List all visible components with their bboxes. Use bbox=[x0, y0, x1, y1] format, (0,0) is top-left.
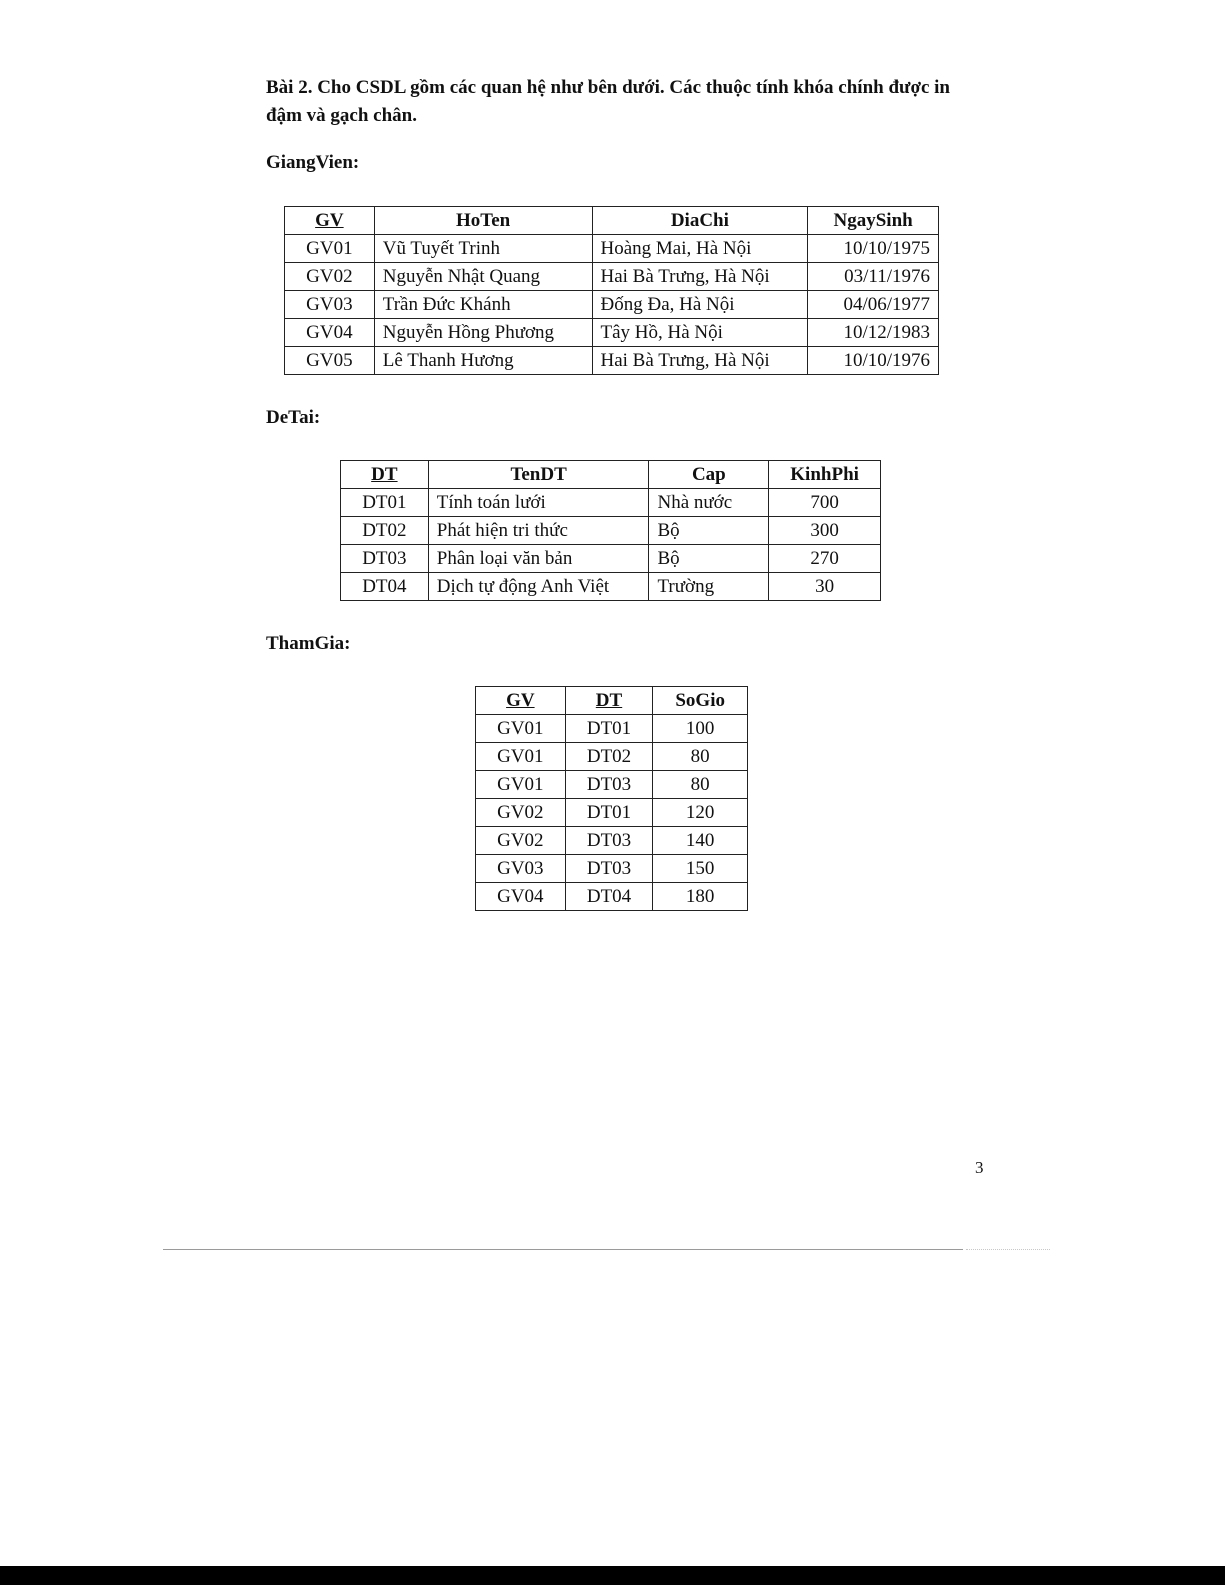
cell-hoten: Lê Thanh Hương bbox=[374, 347, 592, 375]
table-row bbox=[476, 771, 748, 799]
column-header-tendt: TenDT bbox=[428, 461, 649, 489]
cell-tendt: Dịch tự động Anh Việt bbox=[428, 573, 649, 601]
column-header-dt: DT bbox=[565, 687, 653, 715]
table-row bbox=[476, 715, 748, 743]
page-divider bbox=[163, 1249, 963, 1250]
cell-kinhphi: 700 bbox=[769, 489, 881, 517]
cell-ngaysinh: 04/06/1977 bbox=[808, 291, 939, 319]
table-row bbox=[341, 545, 881, 573]
cell-sogio: 150 bbox=[653, 855, 748, 883]
table-header-row bbox=[341, 461, 881, 489]
cell-sogio: 80 bbox=[653, 743, 748, 771]
column-header-cap: Cap bbox=[649, 461, 769, 489]
cell-sogio: 80 bbox=[653, 771, 748, 799]
column-header-sogio: SoGio bbox=[653, 687, 748, 715]
cell-gv: GV01 bbox=[285, 235, 375, 263]
cell-dt: DT03 bbox=[341, 545, 429, 573]
table-row bbox=[341, 489, 881, 517]
cell-sogio: 100 bbox=[653, 715, 748, 743]
table-row bbox=[476, 799, 748, 827]
cell-dt: DT01 bbox=[565, 715, 653, 743]
cell-diachi: Hai Bà Trưng, Hà Nội bbox=[592, 263, 808, 291]
cell-gv: GV04 bbox=[285, 319, 375, 347]
cell-cap: Trường bbox=[649, 573, 769, 601]
cell-dt: DT04 bbox=[341, 573, 429, 601]
column-header-dt: DT bbox=[341, 461, 429, 489]
cell-kinhphi: 270 bbox=[769, 545, 881, 573]
giangvien-title: GiangVien: bbox=[266, 152, 360, 173]
column-header-diachi: DiaChi bbox=[592, 207, 808, 235]
giangvien-table bbox=[284, 206, 939, 375]
cell-cap: Bộ bbox=[649, 517, 769, 545]
table-row bbox=[476, 743, 748, 771]
cell-gv: GV03 bbox=[285, 291, 375, 319]
table-row bbox=[341, 573, 881, 601]
table-row bbox=[341, 517, 881, 545]
cell-dt: DT02 bbox=[565, 743, 653, 771]
cell-cap: Nhà nước bbox=[649, 489, 769, 517]
cell-gv: GV05 bbox=[285, 347, 375, 375]
table-row bbox=[285, 347, 939, 375]
cell-ngaysinh: 10/12/1983 bbox=[808, 319, 939, 347]
cell-dt: DT02 bbox=[341, 517, 429, 545]
table-row bbox=[285, 263, 939, 291]
column-header-hoten: HoTen bbox=[374, 207, 592, 235]
cell-diachi: Đống Đa, Hà Nội bbox=[592, 291, 808, 319]
table-row bbox=[476, 883, 748, 911]
table-row bbox=[476, 855, 748, 883]
table-header-row bbox=[285, 207, 939, 235]
cell-ngaysinh: 03/11/1976 bbox=[808, 263, 939, 291]
column-header-kinhphi: KinhPhi bbox=[769, 461, 881, 489]
cell-sogio: 180 bbox=[653, 883, 748, 911]
cell-dt: DT01 bbox=[341, 489, 429, 517]
cell-tendt: Phân loại văn bản bbox=[428, 545, 649, 573]
bottom-bar bbox=[0, 1566, 1225, 1585]
cell-gv: GV02 bbox=[476, 799, 566, 827]
cell-kinhphi: 300 bbox=[769, 517, 881, 545]
cell-sogio: 140 bbox=[653, 827, 748, 855]
table-header-row bbox=[476, 687, 748, 715]
table-row bbox=[285, 235, 939, 263]
cell-sogio: 120 bbox=[653, 799, 748, 827]
table-row bbox=[285, 291, 939, 319]
cell-dt: DT03 bbox=[565, 855, 653, 883]
detai-table bbox=[340, 460, 881, 601]
exercise-intro: Bài 2. Cho CSDL gồm các quan hệ như bên dưới. Các thuộc tính khóa chính được in đậm và gạch chân. bbox=[266, 77, 950, 126]
cell-gv: GV02 bbox=[476, 827, 566, 855]
cell-kinhphi: 30 bbox=[769, 573, 881, 601]
cell-hoten: Nguyễn Nhật Quang bbox=[374, 263, 592, 291]
cell-hoten: Nguyễn Hồng Phương bbox=[374, 319, 592, 347]
cell-dt: DT03 bbox=[565, 827, 653, 855]
cell-ngaysinh: 10/10/1976 bbox=[808, 347, 939, 375]
cell-gv: GV04 bbox=[476, 883, 566, 911]
cell-tendt: Tính toán lưới bbox=[428, 489, 649, 517]
cell-diachi: Hai Bà Trưng, Hà Nội bbox=[592, 347, 808, 375]
cell-dt: DT04 bbox=[565, 883, 653, 911]
detai-title: DeTai: bbox=[266, 407, 321, 428]
cell-hoten: Trần Đức Khánh bbox=[374, 291, 592, 319]
cell-tendt: Phát hiện tri thức bbox=[428, 517, 649, 545]
cell-gv: GV03 bbox=[476, 855, 566, 883]
column-header-gv: GV bbox=[476, 687, 566, 715]
thamgia-title: ThamGia: bbox=[266, 633, 351, 654]
cell-dt: DT01 bbox=[565, 799, 653, 827]
cell-gv: GV02 bbox=[285, 263, 375, 291]
page-divider-tail bbox=[966, 1249, 1050, 1250]
cell-cap: Bộ bbox=[649, 545, 769, 573]
table-row bbox=[285, 319, 939, 347]
cell-hoten: Vũ Tuyết Trinh bbox=[374, 235, 592, 263]
cell-gv: GV01 bbox=[476, 771, 566, 799]
cell-gv: GV01 bbox=[476, 743, 566, 771]
cell-ngaysinh: 10/10/1975 bbox=[808, 235, 939, 263]
page-number: 3 bbox=[975, 1158, 984, 1177]
cell-diachi: Tây Hồ, Hà Nội bbox=[592, 319, 808, 347]
table-row bbox=[476, 827, 748, 855]
cell-gv: GV01 bbox=[476, 715, 566, 743]
column-header-gv: GV bbox=[285, 207, 375, 235]
column-header-ngaysinh: NgaySinh bbox=[808, 207, 939, 235]
thamgia-table bbox=[475, 686, 748, 911]
cell-dt: DT03 bbox=[565, 771, 653, 799]
cell-diachi: Hoàng Mai, Hà Nội bbox=[592, 235, 808, 263]
